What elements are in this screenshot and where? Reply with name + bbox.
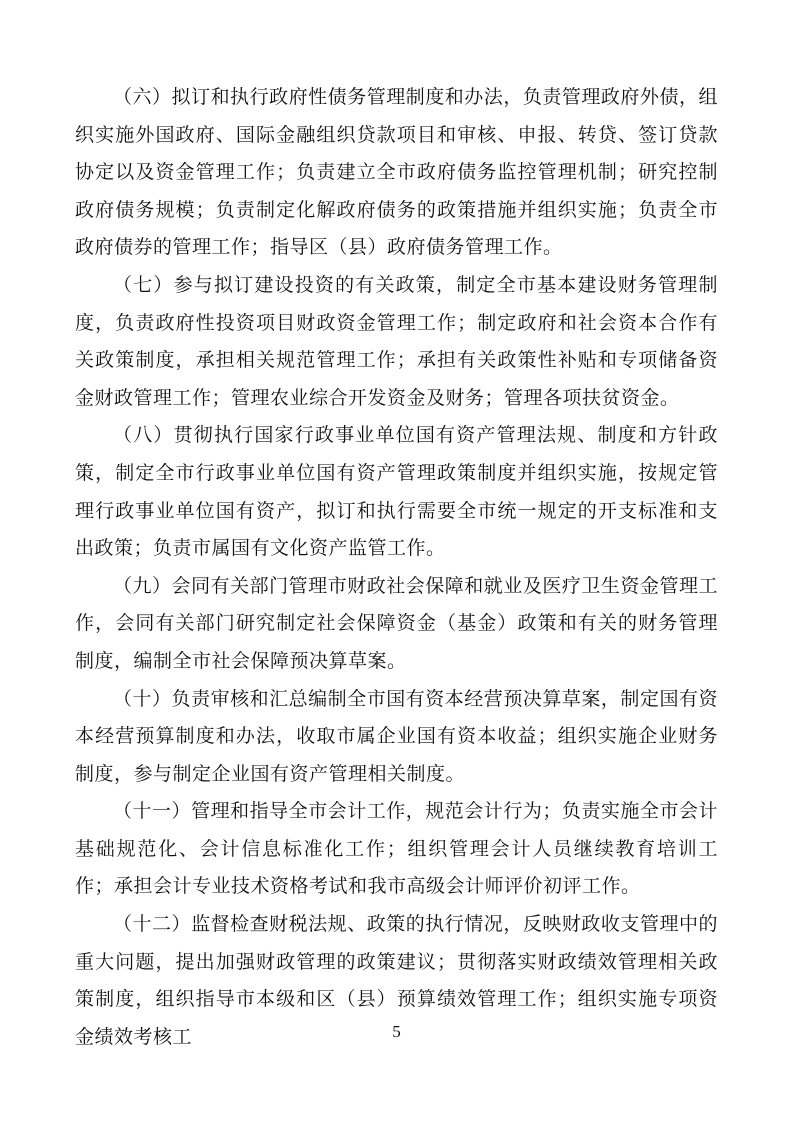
page-number: 5	[392, 1022, 401, 1041]
paragraph-item-7: （七）参与拟订建设投资的有关政策，制定全市基本建设财务管理制度，负责政府性投资项目财政资金管理工作；制定政府和社会资本合作有关政策制度，承担相关规范管理工作；承担有关政策性补贴和专项储备资金财政管理工作；管理农业综合开发资金及财务；管理各项扶贫资金。	[75, 274, 718, 409]
document-body	[75, 79, 718, 1056]
paragraph-item-8: （八）贯彻执行国家行政事业单位国有资产管理法规、制度和方针政策，制定全市行政事业单位国有资产管理政策制度并组织实施，按规定管理行政事业单位国有资产，拟订和执行需要全市统一规定的开支标准和支出政策；负责市属国有文化资产监管工作。	[75, 425, 718, 560]
page-footer	[0, 1022, 793, 1042]
paragraph-item-10: （十）负责审核和汇总编制全市国有资本经营预决算草案，制定国有资本经营预算制度和办法，收取市属企业国有资本收益；组织实施企业财务制度，参与制定企业国有资产管理相关制度。	[75, 688, 718, 785]
paragraph-item-12: （十二）监督检查财税法规、政策的执行情况，反映财政收支管理中的重大问题，提出加强财政管理的政策建议；贯彻落实财政绩效管理相关政策制度，组织指导市本级和区（县）预算绩效管理工作；组织实施专项资金绩效考核工	[75, 914, 718, 1048]
paragraph-item-6: （六）拟订和执行政府性债务管理制度和办法，负责管理政府外债，组织实施外国政府、国际金融组织贷款项目和审核、申报、转贷、签订贷款协定以及资金管理工作；负责建立全市政府债务监控管理机制；研究控制政府债务规模；负责制定化解政府债务的政策措施并组织实施；负责全市政府债券的管理工作；指导区（县）政府债务管理工作。	[75, 87, 718, 259]
paragraph-item-11: （十一）管理和指导全市会计工作，规范会计行为；负责实施全市会计基础规范化、会计信息标准化工作；组织管理会计人员继续教育培训工作；承担会计专业技术资格考试和我市高级会计师评价初评工作。	[75, 801, 718, 898]
paragraph-item-9: （九）会同有关部门管理市财政社会保障和就业及医疗卫生资金管理工作，会同有关部门研究制定社会保障资金（基金）政策和有关的财务管理制度，编制全市社会保障预决算草案。	[75, 575, 718, 672]
